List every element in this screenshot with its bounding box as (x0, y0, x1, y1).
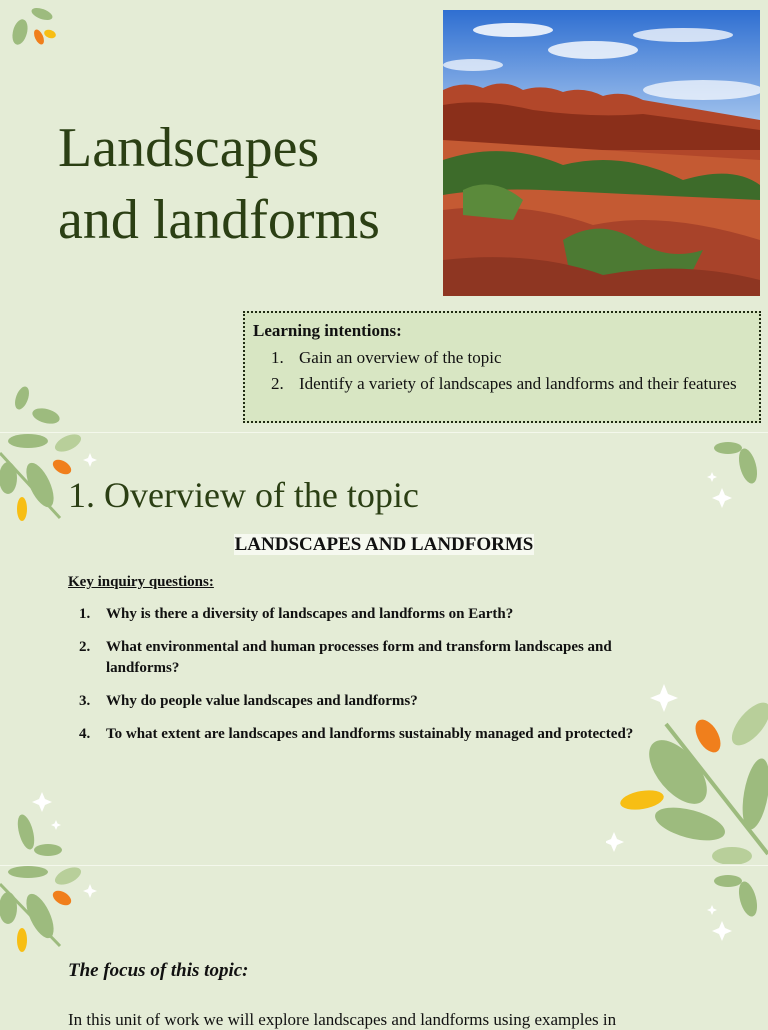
body-text: In this unit of work we will explore landscapes and landforms using examples in (68, 1010, 617, 1029)
list-item (68, 637, 678, 679)
page-title (58, 112, 380, 256)
section-heading: 1. Overview of the topic (68, 475, 419, 515)
leaf-sprig-lower-left-icon (14, 790, 74, 860)
leaf-sprig-right-icon (700, 871, 768, 941)
list-item-text: What environmental and human processes form and transform landscapes and landforms? (106, 639, 612, 676)
learning-intentions-box (243, 311, 761, 423)
focus-heading: The focus of this topic: (68, 960, 249, 981)
slide-title (0, 0, 768, 432)
leaf-sprig-right-icon (700, 438, 768, 508)
list-item-number: 1. (271, 348, 284, 367)
slide-focus (0, 866, 768, 1024)
list-item-text: Why is there a diversity of landscapes and landforms on Earth? (106, 606, 514, 622)
list-item-number: 2. (271, 374, 284, 393)
list-item-text: Why do people value landscapes and landforms? (106, 693, 418, 709)
list-item-text: Identify a variety of landscapes and landforms and their features (299, 374, 737, 393)
list-item-number: 3. (79, 693, 91, 709)
leaf-sprig-top-left-icon (6, 4, 62, 54)
list-item (68, 724, 678, 745)
leaf-branch-left-icon (0, 866, 100, 961)
leaf-sprig-mid-left-icon (8, 380, 68, 432)
key-inquiry-label: Key inquiry questions: (68, 574, 214, 590)
title-line-2: and landforms (58, 189, 380, 251)
list-item-text: Gain an overview of the topic (299, 348, 502, 367)
list-item-text: To what extent are landscapes and landforms sustainably managed and protected? (106, 726, 634, 742)
learning-intentions-heading: Learning intentions: (253, 321, 402, 340)
title-line-1: Landscapes (58, 117, 320, 179)
list-item-number: 1. (79, 606, 91, 622)
list-item-number: 2. (79, 639, 91, 655)
caps-heading (0, 534, 768, 556)
caps-heading-text: LANDSCAPES AND LANDFORMS (234, 534, 534, 555)
list-item (263, 345, 751, 371)
list-item-number: 4. (79, 726, 91, 742)
leaf-branch-large-right-icon (606, 684, 768, 864)
canyon-landscape-photo (443, 10, 760, 296)
list-item (263, 371, 751, 397)
list-item (68, 691, 678, 712)
inquiry-questions-list (68, 604, 678, 757)
list-item (68, 604, 678, 625)
